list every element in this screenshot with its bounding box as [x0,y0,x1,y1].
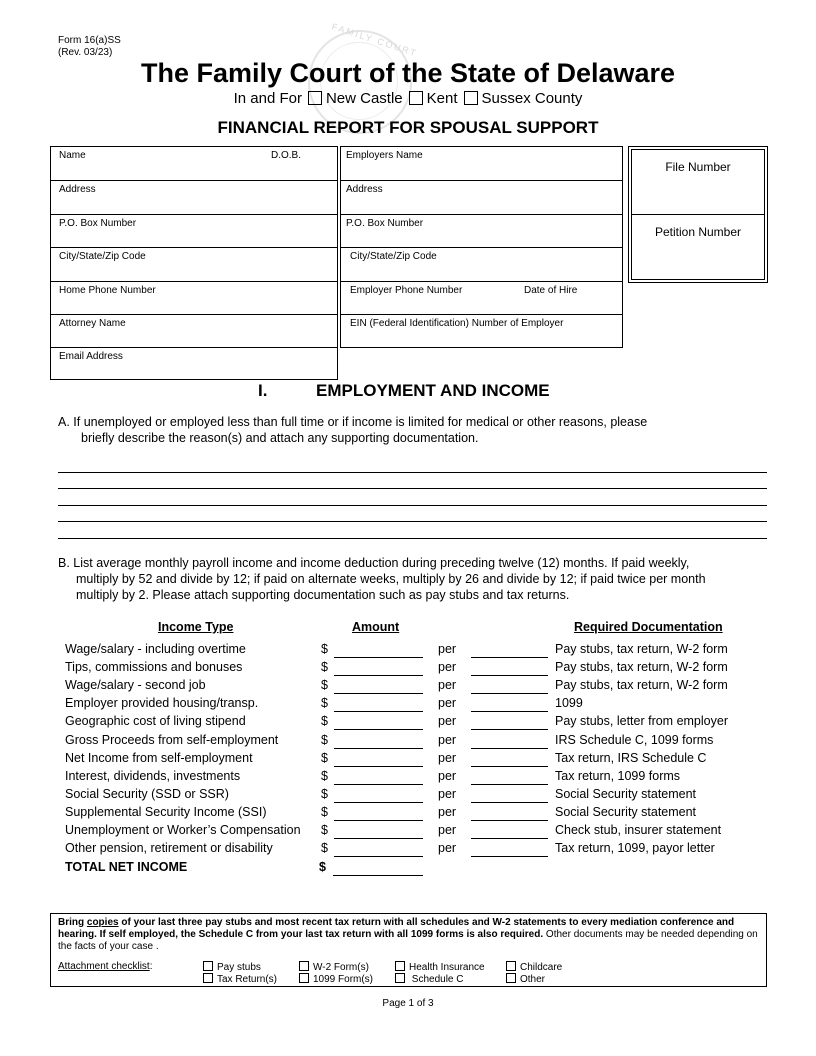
per-label: per [438,660,457,675]
income-type-label: Wage/salary - second job [65,678,206,693]
amount-blank[interactable] [334,693,423,694]
per-label: per [438,678,457,693]
court-title: The Family Court of the State of Delaware [140,58,676,88]
per-label: per [438,768,457,783]
amount-blank[interactable] [334,711,423,712]
income-row [0,642,816,660]
income-type-label: Other pension, retirement or disability [65,841,273,856]
employer-name-label: Employers Name [346,150,423,161]
notice-box [50,913,767,987]
county-checkbox-sussex[interactable] [464,91,478,105]
form-revision: (Rev. 03/23) [58,47,113,58]
county-label-kent: Kent [426,90,458,107]
checkbox[interactable] [299,961,309,971]
income-row [0,823,816,841]
amount-blank[interactable] [334,802,423,803]
in-and-for-label: In and For [233,90,302,107]
checkbox[interactable] [506,973,516,983]
paragraph-b-line3: multiply by 2. Please attach supporting documentation such as pay stubs and tax returns. [76,588,570,602]
checklist-item-label: Other [520,974,546,985]
frequency-blank[interactable] [471,675,548,676]
county-checkbox-kent[interactable] [409,91,423,105]
explanation-line-2[interactable] [58,488,767,489]
frequency-blank[interactable] [471,711,548,712]
frequency-blank[interactable] [471,820,548,821]
dollar-sign: $ [321,660,328,675]
paragraph-b-line1: B. List average monthly payroll income and income deduction during preceding twelve (12) months. If paid weekly, [58,556,690,570]
county-label-new-castle: New Castle [325,90,403,107]
employer-address-label: Address [346,184,383,195]
report-title: FINANCIAL REPORT FOR SPOUSAL SUPPORT [217,118,599,137]
dollar-sign: $ [321,678,328,693]
income-type-label: Social Security (SSD or SSR) [65,786,229,801]
checkbox[interactable] [203,973,213,983]
required-doc-label: Pay stubs, letter from employer [555,714,728,729]
per-label: per [438,714,457,729]
income-type-label: Net Income from self-employment [65,750,253,765]
required-doc-label: Pay stubs, tax return, W-2 form [555,660,728,675]
checkbox[interactable] [506,961,516,971]
income-row [0,714,816,732]
checklist-item-1099[interactable] [299,973,373,986]
total-amount-blank[interactable] [333,875,423,876]
address-label: Address [59,184,96,195]
checkbox[interactable] [299,973,309,983]
name-field[interactable] [51,147,337,181]
income-row [0,733,816,751]
case-number-box [628,146,768,283]
amount-blank[interactable] [334,784,423,785]
frequency-blank[interactable] [471,693,548,694]
form-number-block [58,35,121,59]
ein-field[interactable] [341,314,622,349]
checklist-item-label: Childcare [520,962,563,973]
frequency-blank[interactable] [471,838,548,839]
dollar-sign: $ [321,714,328,729]
county-label-sussex: Sussex County [481,90,583,107]
employer-city-state-zip-field[interactable] [341,247,622,282]
per-label: per [438,642,457,656]
dollar-sign: $ [321,696,328,711]
dollar-sign: $ [321,823,328,837]
required-doc-label: Tax return, 1099, payor letter [555,841,715,856]
ein-label: EIN (Federal Identification) Number of Employer [350,318,564,329]
amount-blank[interactable] [334,748,423,749]
county-selector [0,90,816,107]
checklist-item-label: 1099 Form(s) [313,974,374,985]
income-type-label: Tips, commissions and bonuses [65,660,243,675]
dollar-sign: $ [321,732,328,747]
petition-number-field[interactable] [631,214,765,280]
petition-number-label: Petition Number [654,225,742,239]
file-number-label: File Number [665,160,731,174]
income-type-label: Interest, dividends, investments [65,768,241,783]
required-doc-label: Social Security statement [555,804,697,819]
frequency-blank[interactable] [471,856,548,857]
income-type-label: Unemployment or Worker’s Compensation [65,823,301,837]
frequency-blank[interactable] [471,784,548,785]
date-of-hire-label: Date of Hire [524,285,578,296]
po-box-field[interactable] [51,214,337,249]
city-state-zip-label: City/State/Zip Code [59,251,146,262]
notice-text [58,917,760,953]
total-row [0,860,816,878]
income-type-header: Income Type [158,620,234,634]
employer-city-state-zip-label: City/State/Zip Code [350,251,437,262]
per-label: per [438,804,457,819]
frequency-blank[interactable] [471,748,548,749]
checkbox[interactable] [395,961,405,971]
required-doc-label: 1099 [555,696,583,711]
dollar-sign: $ [321,768,328,783]
income-row [0,805,816,823]
paragraph-a-line2: briefly describe the reason(s) and attach any supporting documentation. [81,431,479,445]
per-label: per [438,823,457,837]
checklist-item-other[interactable] [506,973,545,986]
employer-address-field[interactable] [341,180,622,215]
checklist-label-wrap [58,961,153,973]
paragraph-b [58,555,706,603]
per-label: per [438,750,457,765]
explanation-line-5[interactable] [58,538,767,539]
section-title: EMPLOYMENT AND INCOME [316,381,550,400]
amount-blank[interactable] [334,766,423,767]
page-number: Page 1 of 3 [382,998,434,1009]
dollar-sign: $ [321,804,328,819]
notice-bring: Bring [58,917,87,928]
county-checkbox-new-castle[interactable] [308,91,322,105]
per-label: per [438,732,457,747]
per-label: per [438,786,457,801]
party-info-box [50,146,338,380]
checklist-label: Attachment checklist [58,961,150,972]
total-dollar-sign: $ [319,860,326,874]
checklist-item-tax-returns[interactable] [203,973,277,986]
checklist-item-schedule-c[interactable] [395,973,463,986]
notice-copies: copies [86,917,119,928]
checklist-item-label: Pay stubs [217,962,261,973]
income-type-label: Wage/salary - including overtime [65,642,246,656]
required-doc-label: Social Security statement [555,786,697,801]
dollar-sign: $ [321,841,328,856]
explanation-line-3[interactable] [58,505,767,506]
employer-name-field[interactable] [341,147,622,181]
amount-blank[interactable] [334,729,423,730]
income-type-label: Employer provided housing/transp. [65,696,259,711]
checkbox[interactable] [203,961,213,971]
attorney-label: Attorney Name [59,318,126,329]
income-type-label: Geographic cost of living stipend [65,714,246,729]
file-number-field[interactable] [631,149,765,215]
amount-blank[interactable] [334,856,423,857]
frequency-blank[interactable] [471,729,548,730]
checklist-item-label: Tax Return(s) [217,974,278,985]
employer-info-box [340,146,623,348]
employer-po-box-field[interactable] [341,214,622,249]
income-row [0,696,816,714]
email-field[interactable] [51,347,337,381]
dollar-sign: $ [321,642,328,656]
income-row [0,678,816,696]
email-label: Email Address [59,351,123,362]
income-type-label: Supplemental Security Income (SSI) [65,804,267,819]
income-row [0,769,816,787]
paragraph-a-line1: A. If unemployed or employed less than full time or if income is limited for medical or other reasons, please [58,415,648,429]
income-row [0,660,816,678]
paragraph-a [58,414,647,446]
address-field[interactable] [51,180,337,215]
required-doc-label: Tax return, 1099 forms [555,768,681,783]
per-label: per [438,696,457,711]
amount-header: Amount [352,620,400,634]
frequency-blank[interactable] [471,657,548,658]
attorney-field[interactable] [51,314,337,349]
amount-blank[interactable] [334,675,423,676]
name-label: Name [59,150,86,161]
required-doc-label: IRS Schedule C, 1099 forms [555,732,714,747]
required-doc-label: Pay stubs, tax return, W-2 form [555,642,728,656]
checkbox[interactable] [395,973,405,983]
home-phone-field[interactable] [51,281,337,316]
checklist-item-label: Health Insurance [409,962,485,973]
required-doc-label: Tax return, IRS Schedule C [555,750,707,765]
frequency-blank[interactable] [471,766,548,767]
city-state-zip-field[interactable] [51,247,337,282]
checklist-colon: : [149,961,153,972]
required-docs-header: Required Documentation [574,620,723,634]
employer-po-box-label: P.O. Box Number [346,218,424,229]
dollar-sign: $ [321,750,328,765]
notice-main-text: of your last three pay stubs and most recent tax return with all schedules and W-2 statements to every mediation conference and hearing. If self employed, the Schedule C from your last tax return with all 1099 forms is also required. [58,917,735,940]
checklist-item-label: W-2 Form(s) [313,962,369,973]
employer-phone-field[interactable] [341,281,622,316]
form-number: Form 16(a)SS [58,35,121,46]
amount-blank[interactable] [334,657,423,658]
frequency-blank[interactable] [471,802,548,803]
dollar-sign: $ [321,786,328,801]
checklist-item-label: Schedule C [411,974,464,985]
dob-label: D.O.B. [271,150,302,161]
income-type-label: Gross Proceeds from self-employment [65,732,279,747]
amount-blank[interactable] [334,838,423,839]
total-label: TOTAL NET INCOME [65,860,188,874]
notice-secondary-text: Other documents may be needed depending on the facts of your case . [58,929,758,952]
home-phone-label: Home Phone Number [59,285,156,296]
income-row [0,751,816,769]
income-row [0,787,816,805]
section-numeral: I. [258,381,268,400]
explanation-line-1[interactable] [58,472,767,473]
po-box-label: P.O. Box Number [59,218,137,229]
required-doc-label: Check stub, insurer statement [555,823,722,837]
seal-text: FAMILY COURT [330,21,419,59]
amount-blank[interactable] [334,820,423,821]
employer-phone-label: Employer Phone Number [350,285,463,296]
required-doc-label: Pay stubs, tax return, W-2 form [555,678,728,693]
income-row [0,841,816,859]
per-label: per [438,841,457,856]
paragraph-b-line2: multiply by 52 and divide by 12; if paid on alternate weeks, multiply by 26 and divide by 12; if paid twice per month [76,572,706,586]
explanation-line-4[interactable] [58,521,767,522]
